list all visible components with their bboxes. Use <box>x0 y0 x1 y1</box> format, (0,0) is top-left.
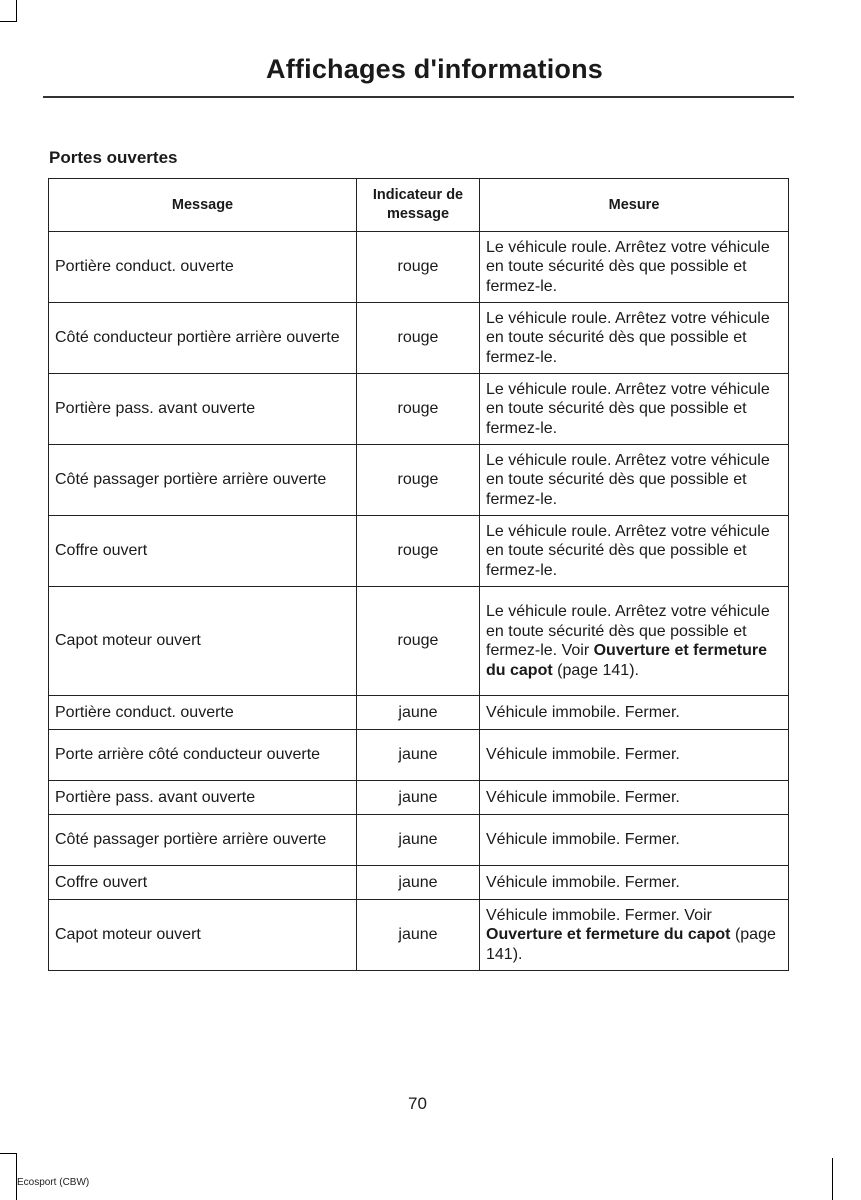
table-row <box>49 374 789 445</box>
section-heading: Portes ouvertes <box>49 148 178 167</box>
cross-reference-link[interactable]: Ouverture et fermeture du capot <box>486 926 731 944</box>
action-cell <box>480 730 789 781</box>
crop-mark <box>0 1153 17 1154</box>
door-messages-table <box>48 178 789 971</box>
action-text: Le véhicule roule. Arrêtez votre véhicule en toute sécurité dès que possible et fermez-le. Voir <box>486 603 770 659</box>
action-cell <box>480 696 789 730</box>
message-cell: Capot moteur ouvert <box>49 587 357 696</box>
message-cell: Coffre ouvert <box>49 516 357 587</box>
footer-model: Ecosport (CBW) <box>17 1177 90 1188</box>
action-cell <box>480 781 789 815</box>
indicator-cell: jaune <box>357 866 480 900</box>
indicator-cell: jaune <box>357 815 480 866</box>
table-header-row <box>49 179 789 232</box>
crop-mark <box>0 21 17 22</box>
action-text: Véhicule immobile. Fermer. <box>486 746 680 764</box>
message-cell: Coffre ouvert <box>49 866 357 900</box>
page-number: 70 <box>408 1094 427 1113</box>
table-row <box>49 815 789 866</box>
message-cell: Portière pass. avant ouverte <box>49 374 357 445</box>
action-cell <box>480 303 789 374</box>
indicator-cell: jaune <box>357 781 480 815</box>
action-cell <box>480 232 789 303</box>
crop-mark <box>832 1158 833 1200</box>
indicator-cell: rouge <box>357 445 480 516</box>
message-cell: Portière conduct. ouverte <box>49 232 357 303</box>
action-cell <box>480 866 789 900</box>
page-title: Affichages d'informations <box>266 54 603 84</box>
crop-mark <box>16 0 17 22</box>
action-cell <box>480 445 789 516</box>
message-cell: Côté passager portière arrière ouverte <box>49 445 357 516</box>
action-text: Le véhicule roule. Arrêtez votre véhicule en toute sécurité dès que possible et fermez-le. <box>486 522 770 579</box>
table-row <box>49 587 789 696</box>
cross-reference-link[interactable]: Ouverture et fermeture du capot <box>486 642 767 679</box>
action-text: Véhicule immobile. Fermer. <box>486 788 680 806</box>
indicator-cell: rouge <box>357 232 480 303</box>
action-cell <box>480 587 789 696</box>
indicator-cell: rouge <box>357 303 480 374</box>
message-cell: Portière conduct. ouverte <box>49 696 357 730</box>
indicator-cell: rouge <box>357 587 480 696</box>
title-rule <box>43 96 794 98</box>
action-cell <box>480 374 789 445</box>
message-cell: Côté passager portière arrière ouverte <box>49 815 357 866</box>
indicator-cell: jaune <box>357 696 480 730</box>
header-message: Message <box>49 179 357 232</box>
table-row <box>49 730 789 781</box>
table-row <box>49 900 789 971</box>
message-cell: Capot moteur ouvert <box>49 900 357 971</box>
action-text: Le véhicule roule. Arrêtez votre véhicule en toute sécurité dès que possible et fermez-le. <box>486 380 770 437</box>
indicator-cell: rouge <box>357 516 480 587</box>
table-row <box>49 445 789 516</box>
action-text: Le véhicule roule. Arrêtez votre véhicule en toute sécurité dès que possible et fermez-le. <box>486 309 770 366</box>
table-row <box>49 781 789 815</box>
table-row <box>49 866 789 900</box>
table-row <box>49 303 789 374</box>
message-cell: Porte arrière côté conducteur ouverte <box>49 730 357 781</box>
message-cell: Côté conducteur portière arrière ouverte <box>49 303 357 374</box>
action-cell <box>480 815 789 866</box>
action-text: Le véhicule roule. Arrêtez votre véhicule en toute sécurité dès que possible et fermez-le. <box>486 238 770 295</box>
indicator-cell: rouge <box>357 374 480 445</box>
table-row <box>49 696 789 730</box>
action-text: Véhicule immobile. Fermer. <box>486 873 680 891</box>
action-cell <box>480 516 789 587</box>
header-indicator: Indicateur de message <box>357 179 480 232</box>
action-text: Véhicule immobile. Fermer. <box>486 831 680 849</box>
table-row <box>49 232 789 303</box>
message-cell: Portière pass. avant ouverte <box>49 781 357 815</box>
page-reference: (page 141). <box>486 926 776 963</box>
action-text: Véhicule immobile. Fermer. <box>486 703 680 721</box>
table-row <box>49 516 789 587</box>
action-cell <box>480 900 789 971</box>
indicator-cell: jaune <box>357 730 480 781</box>
action-text: Véhicule immobile. Fermer. Voir <box>486 906 712 924</box>
page-reference: (page 141). <box>557 661 639 679</box>
header-action: Mesure <box>480 179 789 232</box>
indicator-cell: jaune <box>357 900 480 971</box>
action-text: Le véhicule roule. Arrêtez votre véhicule en toute sécurité dès que possible et fermez-le. <box>486 451 770 508</box>
